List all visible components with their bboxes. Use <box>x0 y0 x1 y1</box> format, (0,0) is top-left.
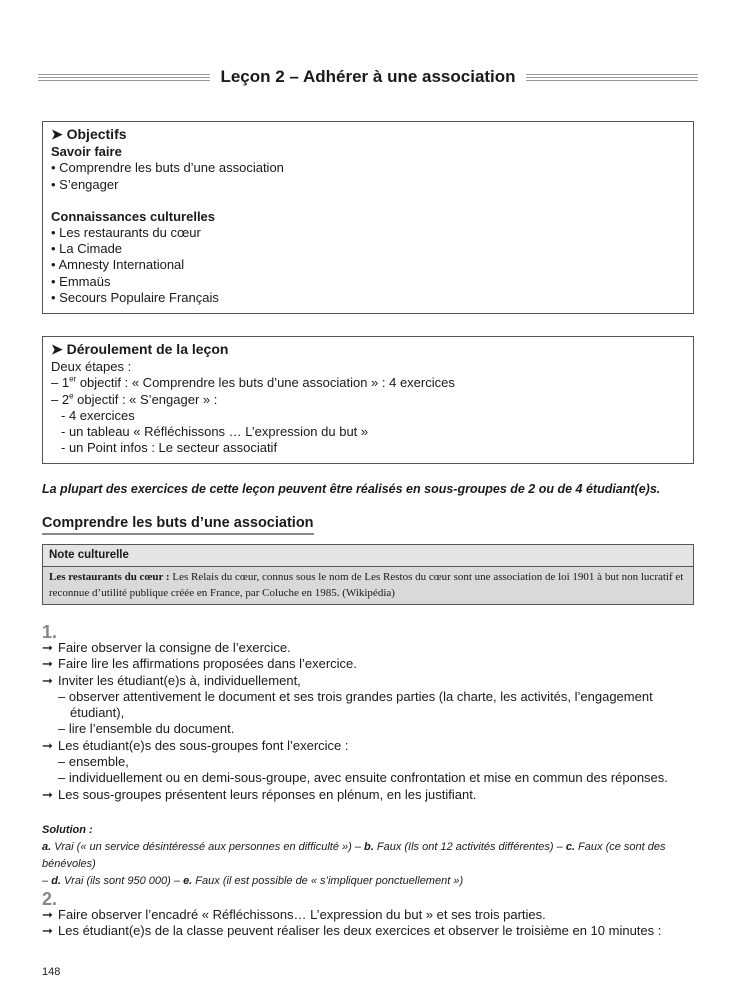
note-culturelle-text: Les restaurants du cœur : Les Relais du cœur, connus sous le nom de Les Restos du cœur sont une association de loi 1901 à but non lucratif et reconnue d’utilité publique créée en France, par Coluche en 1985. (Wikipédia) <box>43 567 693 604</box>
solution-line-1: a. Vrai (« un service désintéressé aux personnes en difficulté ») – b. Faux (Ils ont 12 activités différentes) – c. Faux (ce sont des bénévoles) <box>42 841 666 870</box>
solution-line-2: – d. Vrai (ils sont 950 000) – e. Faux (il est possible de « s’impliquer ponctuellement ») <box>42 875 464 887</box>
culture-item: • La Cimade <box>51 241 123 257</box>
deroulement-item: - un Point infos : Le secteur associatif <box>61 440 278 456</box>
step-subline: – individuellement ou en demi-sous-groupe, avec ensuite confrontation et mise en commun des réponses. <box>58 770 668 786</box>
exercise-1-number: 1. <box>42 622 58 642</box>
title-rule-right <box>526 74 698 81</box>
culture-title: Connaissances culturelles <box>51 208 216 224</box>
step-subline: – observer attentivement le document et ses trois grandes parties (la charte, les activités, l’engagement <box>58 688 653 704</box>
lesson-title-row <box>38 66 698 88</box>
deroulement-item: - un tableau « Réfléchissons … L’expression du but » <box>61 424 369 440</box>
culture-item: • Secours Populaire Français <box>51 289 219 305</box>
section-title: Comprendre les buts d’une association <box>42 515 314 535</box>
step-line: ➞ Faire lire les affirmations proposées dans l’exercice. <box>42 656 357 672</box>
culture-item: • Emmaüs <box>51 273 111 289</box>
step-line: ➞ Faire observer l’encadré « Réfléchissons… L’expression du but » et ses trois parties. <box>42 907 546 922</box>
note-culturelle-box <box>42 544 694 605</box>
page-number: 148 <box>42 966 61 978</box>
step-line: ➞ Les étudiant(e)s de la classe peuvent réaliser les deux exercices et observer le troisième en 10 minutes : <box>42 923 662 939</box>
savoir-item: • Comprendre les buts d’une association <box>51 160 284 176</box>
culture-item: • Amnesty International <box>51 257 185 273</box>
step-subline: – ensemble, <box>58 754 129 770</box>
objectifs-heading: ➤ Objectifs <box>51 126 127 142</box>
culture-item: • Les restaurants du cœur <box>51 225 201 241</box>
step-line: ➞ Faire observer la consigne de l’exercice. <box>42 640 291 655</box>
step-line: ➞ Inviter les étudiant(e)s à, individuellement, <box>42 672 301 688</box>
title-rule-left <box>38 74 210 81</box>
lesson-title: Leçon 2 – Adhérer à une association <box>220 67 516 86</box>
deroulement-heading: ➤ Déroulement de la leçon <box>51 341 229 357</box>
savoir-item: • S’engager <box>51 176 119 192</box>
solution-heading: Solution : <box>42 824 93 836</box>
note-culturelle-heading: Note culturelle <box>43 545 693 567</box>
step-subline: – lire l’ensemble du document. <box>58 721 235 737</box>
step-line: ➞ Les sous-groupes présentent leurs réponses en plénum, en les justifiant. <box>42 786 477 802</box>
exercise-2-steps <box>42 907 702 940</box>
deroulement-intro: Deux étapes : <box>51 359 132 375</box>
exercise-1-steps <box>42 640 702 803</box>
deroulement-box <box>42 336 694 464</box>
deroulement-obj2: – 2e objectif : « S’engager » : <box>51 391 218 407</box>
objectifs-box <box>42 121 694 314</box>
step-subline: étudiant), <box>70 705 125 721</box>
deroulement-item: - 4 exercices <box>61 407 135 423</box>
deroulement-obj1: – 1er objectif : « Comprendre les buts d’une association » : 4 exercices <box>51 375 455 391</box>
solution-block <box>42 822 702 890</box>
groups-note: La plupart des exercices de cette leçon peuvent être réalisés en sous-groupes de 2 ou de 4 étudiant(e)s. <box>42 482 661 496</box>
exercise-2-number: 2. <box>42 889 58 909</box>
step-line: ➞ Les étudiant(e)s des sous-groupes font l’exercice : <box>42 737 349 753</box>
savoir-faire-title: Savoir faire <box>51 144 122 160</box>
